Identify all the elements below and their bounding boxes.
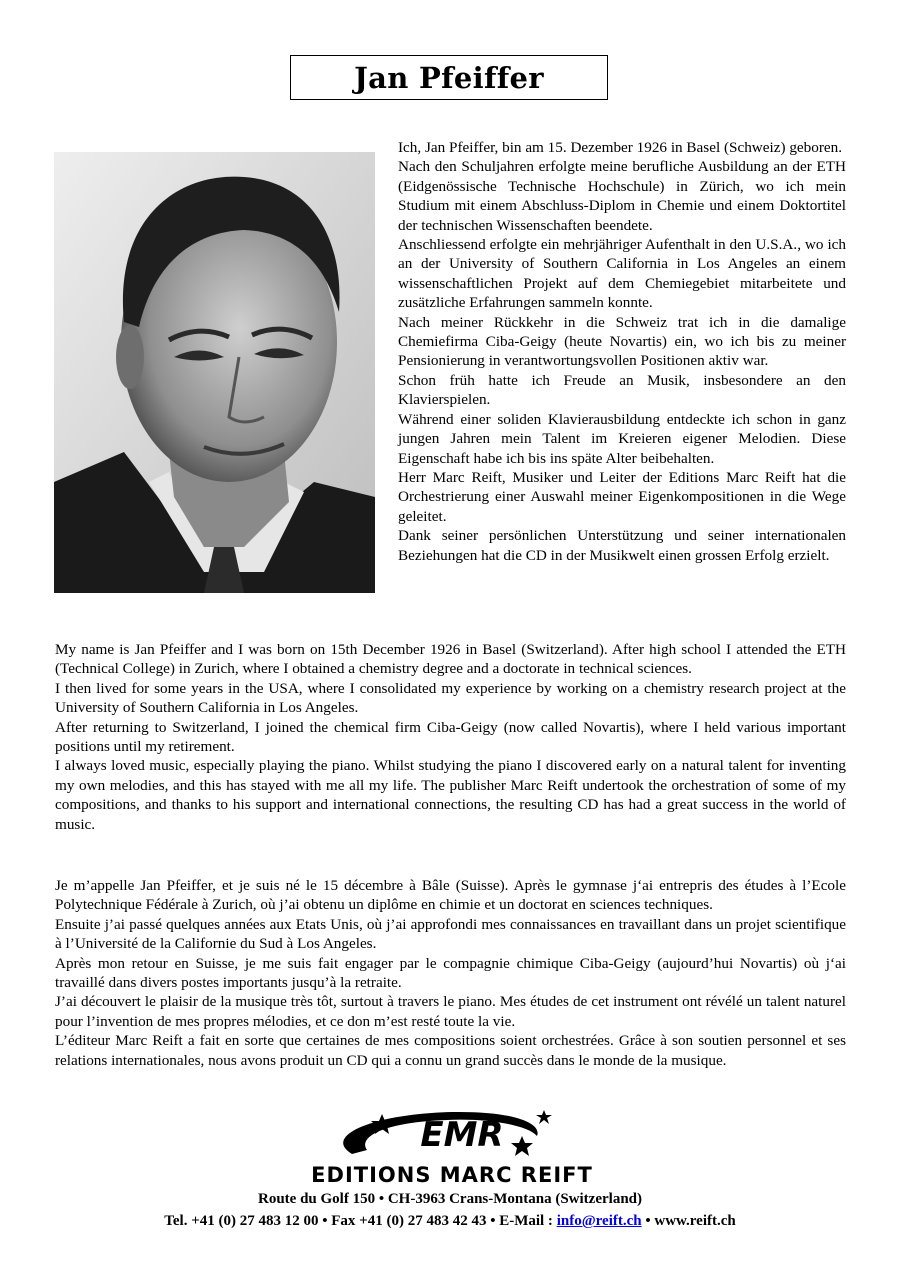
french-paragraph: J’ai découvert le plaisir de la musique très tôt, surtout à travers le piano. Mes études de cet instrument ont révélé un talent naturel pour l’invention de mes propres mélodies, et ce don m’est resté toute la vie. — [55, 993, 846, 1030]
german-paragraph: Nach meiner Rückkehr in die Schweiz trat ich in die damalige Chemiefirma Ciba-Geigy (heute Novartis) ein, wo ich bis zu meiner Pensionierung in verantwortungsvollen Positionen aktiv war. — [398, 313, 846, 370]
footer-address: Route du Golf 150 • CH-3963 Crans-Montana (Switzerland) — [258, 1191, 642, 1207]
english-paragraph: After returning to Switzerland, I joined the chemical firm Ciba-Geigy (now called Novartis), where I held various important positions until my retirement. — [55, 718, 846, 756]
emr-logo-name: EDITIONS MARC REIFT — [311, 1163, 593, 1187]
french-paragraph: Ensuite j’ai passé quelques années aux Etats Unis, où j’ai approfondi mes connaissances en travaillant dans un projet scientifique à l’Université de la Californie du Sud à Los Angeles. — [55, 915, 846, 953]
german-paragraph: Herr Marc Reift, Musiker und Leiter der Editions Marc Reift hat die Orchestrierung einer Auswahl meiner Eigenkompositionen in die Wege geleitet. — [398, 468, 846, 525]
french-paragraph: Après mon retour en Suisse, je me suis fait engager par le compagnie chimique Ciba-Geigy (aujourd’hui Novartis) où j‘ai travaillé dans divers postes importants jusqu’à la retraite. — [55, 954, 846, 992]
emr-logo — [282, 1106, 622, 1188]
footer-contact — [0, 1213, 900, 1230]
german-paragraph: Während einer soliden Klavierausbildung entdeckte ich schon in ganz jungen Jahren mein Talent im Kreieren eigener Melodien. Diese Eigenschaft habe ich bis ins späte Alter beibehalten. — [398, 410, 846, 467]
star-icon — [511, 1136, 533, 1156]
german-paragraph: Ich, Jan Pfeiffer, bin am 15. Dezember 1926 in Basel (Schweiz) geboren. — [398, 139, 843, 156]
english-paragraph: I then lived for some years in the USA, where I consolidated my experience by working on a chemistry research project at the University of Southern California in Los Angeles. — [55, 679, 846, 717]
french-paragraph: L’éditeur Marc Reift a fait en sorte que certaines de mes compositions soient orchestrées. Grâce à son soutien personnel et ses relations internationales, nous avons produit un CD qui a connu un grand succès dans le monde de la musique. — [55, 1032, 846, 1069]
german-paragraph: Nach den Schuljahren erfolgte meine berufliche Ausbildung an der ETH (Eidgenössische Technische Hochschule) in Zürich, wo ich mein Studium mit einem Abschluss-Diplom in Chemie und einem Doktortitel der technischen Wissenschaften beendete. — [398, 158, 846, 234]
portrait-photo — [54, 152, 375, 593]
page-title: Jan Pfeiffer — [354, 60, 544, 95]
german-paragraph: Schon früh hatte ich Freude an Musik, insbesondere an den Klavierspielen. — [398, 371, 846, 409]
french-biography — [55, 876, 846, 1070]
english-biography — [55, 640, 846, 834]
english-paragraph: My name is Jan Pfeiffer and I was born on 15th December 1926 in Basel (Switzerland). After high school I attended the ETH (Technical College) in Zurich, where I obtained a chemistry degree and a doctorate in technical sciences. — [55, 641, 846, 678]
footer-phone-fax: Tel. +41 (0) 27 483 12 00 • Fax +41 (0) 27 483 42 43 • E-Mail : — [164, 1213, 557, 1229]
french-paragraph: Je m’appelle Jan Pfeiffer, et je suis né le 15 décembre à Bâle (Suisse). Après le gymnase j‘ai entrepris des études à l’Ecole Polytechnique Fédérale à Zurich, où j’ai obtenu un diplôme en chimie et un doctorat en sciences techniques. — [55, 877, 846, 914]
title-box — [290, 55, 608, 100]
german-biography — [398, 138, 846, 565]
english-paragraph: I always loved music, especially playing the piano. Whilst studying the piano I discovered early on a natural talent for inventing my own melodies, and this has stayed with me all my life. The publisher Marc Reift undertook the orchestration of some of my compositions, and thanks to his support and international connections, the resulting CD has had a great success in the world of music. — [55, 757, 846, 833]
emr-logo-mark: EMR — [420, 1115, 504, 1155]
email-link[interactable]: info@reift.ch — [556, 1213, 642, 1229]
german-paragraph: Dank seiner persönlichen Unterstützung und seiner internationalen Beziehungen hat die CD in der Musikwelt einen grossen Erfolg erzielt. — [398, 527, 846, 564]
footer-website: • www.reift.ch — [641, 1213, 736, 1229]
star-icon — [536, 1110, 552, 1124]
german-paragraph: Anschliessend erfolgte ein mehrjähriger Aufenthalt in den U.S.A., wo ich an der University of Southern California in Los Angeles an einem wissenschaftlichen Projekt auf dem Chemiegebiet mitarbeitete und zusätzliche Erfahrungen sammeln konnte. — [398, 236, 846, 312]
